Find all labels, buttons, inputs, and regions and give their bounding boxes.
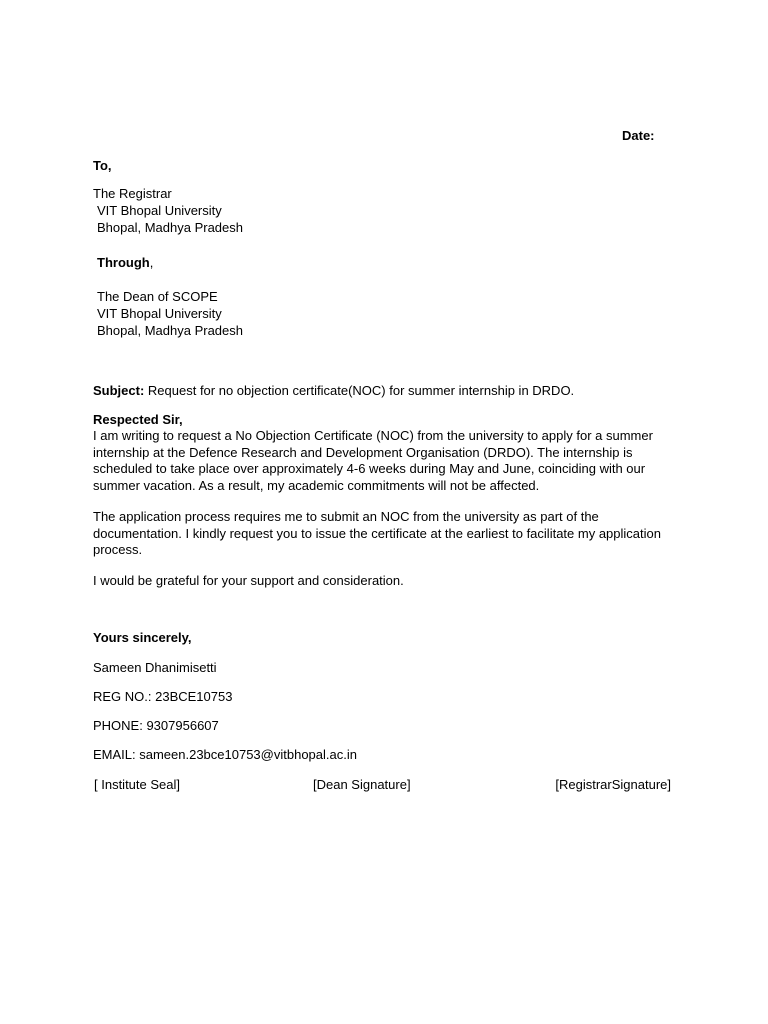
subject-text: Request for no objection certificate(NOC) for summer internship in DRDO.: [144, 383, 575, 398]
to-label: To,: [93, 158, 112, 173]
through-suffix: ,: [149, 255, 154, 270]
through-address: [97, 288, 243, 339]
body-paragraph-2: The application process requires me to submit an NOC from the university as part of the documentation. I kindly request you to issue the certificate at the earliest to facilitate my application process.: [93, 509, 661, 557]
through-label: Through: [97, 255, 150, 270]
closing: Yours sincerely,: [93, 630, 192, 645]
salutation: Respected Sir,: [93, 412, 183, 427]
body-paragraph-3: I would be grateful for your support and consideration.: [93, 573, 404, 588]
sender-name: Sameen Dhanimisetti: [93, 660, 217, 675]
date-label: Date:: [622, 128, 655, 143]
dean-signature-placeholder: [Dean Signature]: [313, 777, 411, 792]
recipient-line-2: VIT Bhopal University: [97, 203, 222, 218]
recipient-line-3: Bhopal, Madhya Pradesh: [97, 220, 243, 235]
subject-line: [93, 382, 574, 399]
registrar-signature-placeholder: [RegistrarSignature]: [555, 777, 671, 792]
reg-number: REG NO.: 23BCE10753: [93, 689, 233, 704]
through-line-1: The Dean of SCOPE: [97, 289, 218, 304]
through-line-3: Bhopal, Madhya Pradesh: [97, 323, 243, 338]
signature-row: [93, 776, 671, 793]
through-line-2: VIT Bhopal University: [97, 306, 222, 321]
phone-number: PHONE: 9307956607: [93, 718, 219, 733]
recipient-line-1: The Registrar: [93, 186, 172, 201]
body-paragraph-1: I am writing to request a No Objection Certificate (NOC) from the university to apply for a summer internship at the Defence Research and Development Organisation (DRDO). The internship is scheduled to take place over approximately 4-6 weeks during May and June, coinciding with our summer vacation. As a result, my academic commitments will not be affected.: [93, 428, 653, 493]
subject-label: Subject:: [93, 383, 145, 398]
through-heading: [97, 254, 153, 271]
recipient-address: [93, 185, 243, 236]
institute-seal-placeholder: [ Institute Seal]: [94, 777, 180, 792]
email-address: EMAIL: sameen.23bce10753@vitbhopal.ac.in: [93, 747, 357, 762]
